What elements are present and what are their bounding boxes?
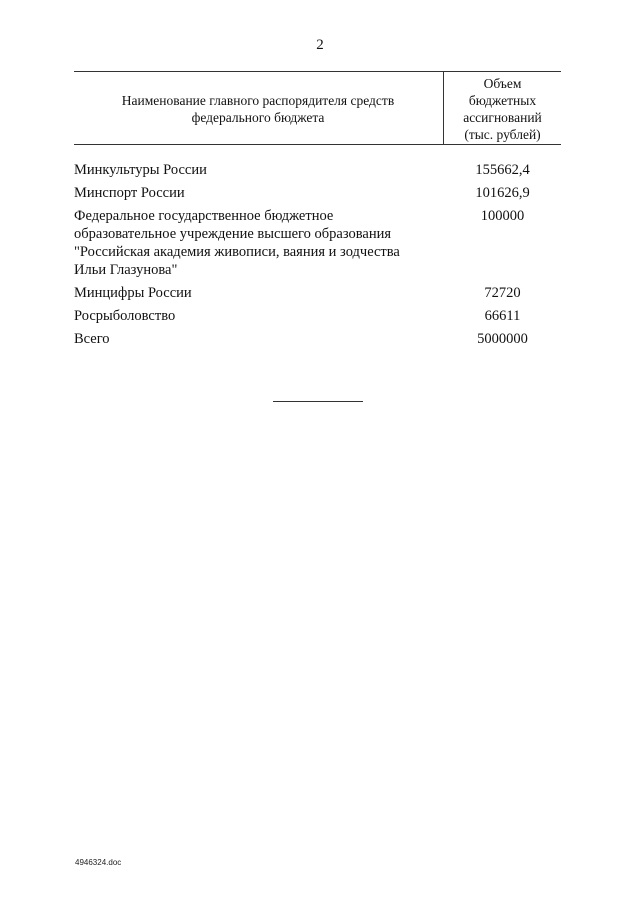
row-budget-value: 100000 bbox=[480, 208, 525, 224]
header-budget-volume: Объем бюджетных ассигнований (тыс. рублей) bbox=[463, 76, 542, 142]
table-row bbox=[74, 307, 561, 325]
table-row bbox=[74, 207, 561, 279]
row-recipient-name: Федеральное государственное бюджетное образовательное учреждение высшего образования "Российская академия живописи, ваяния и зодчества Ильи Глазунова" bbox=[74, 208, 400, 278]
row-recipient-name: Минкультуры России bbox=[74, 162, 207, 178]
table-body bbox=[74, 161, 561, 353]
header-recipient-name bbox=[74, 72, 442, 144]
table-row bbox=[74, 284, 561, 302]
row-budget-value: 101626,9 bbox=[475, 185, 530, 201]
row-budget-value: 72720 bbox=[484, 285, 521, 301]
document-id: 4946324.doc bbox=[75, 858, 122, 867]
row-budget-value: 155662,4 bbox=[475, 162, 530, 178]
page-number: 2 bbox=[316, 37, 324, 53]
row-total-value: 5000000 bbox=[477, 331, 528, 347]
table-row bbox=[74, 184, 561, 202]
table-header bbox=[74, 71, 561, 145]
end-of-document-rule bbox=[273, 401, 363, 402]
row-total-label: Всего bbox=[74, 331, 110, 347]
row-budget-value: 66611 bbox=[484, 308, 521, 324]
table-row-total bbox=[74, 330, 561, 348]
row-recipient-name: Минспорт России bbox=[74, 185, 185, 201]
row-recipient-name: Росрыболовство bbox=[74, 308, 176, 324]
row-recipient-name: Минцифры России bbox=[74, 285, 192, 301]
header-recipient-name-text: Наименование главного распорядителя средств федерального бюджета bbox=[121, 93, 395, 125]
table-row bbox=[74, 161, 561, 179]
